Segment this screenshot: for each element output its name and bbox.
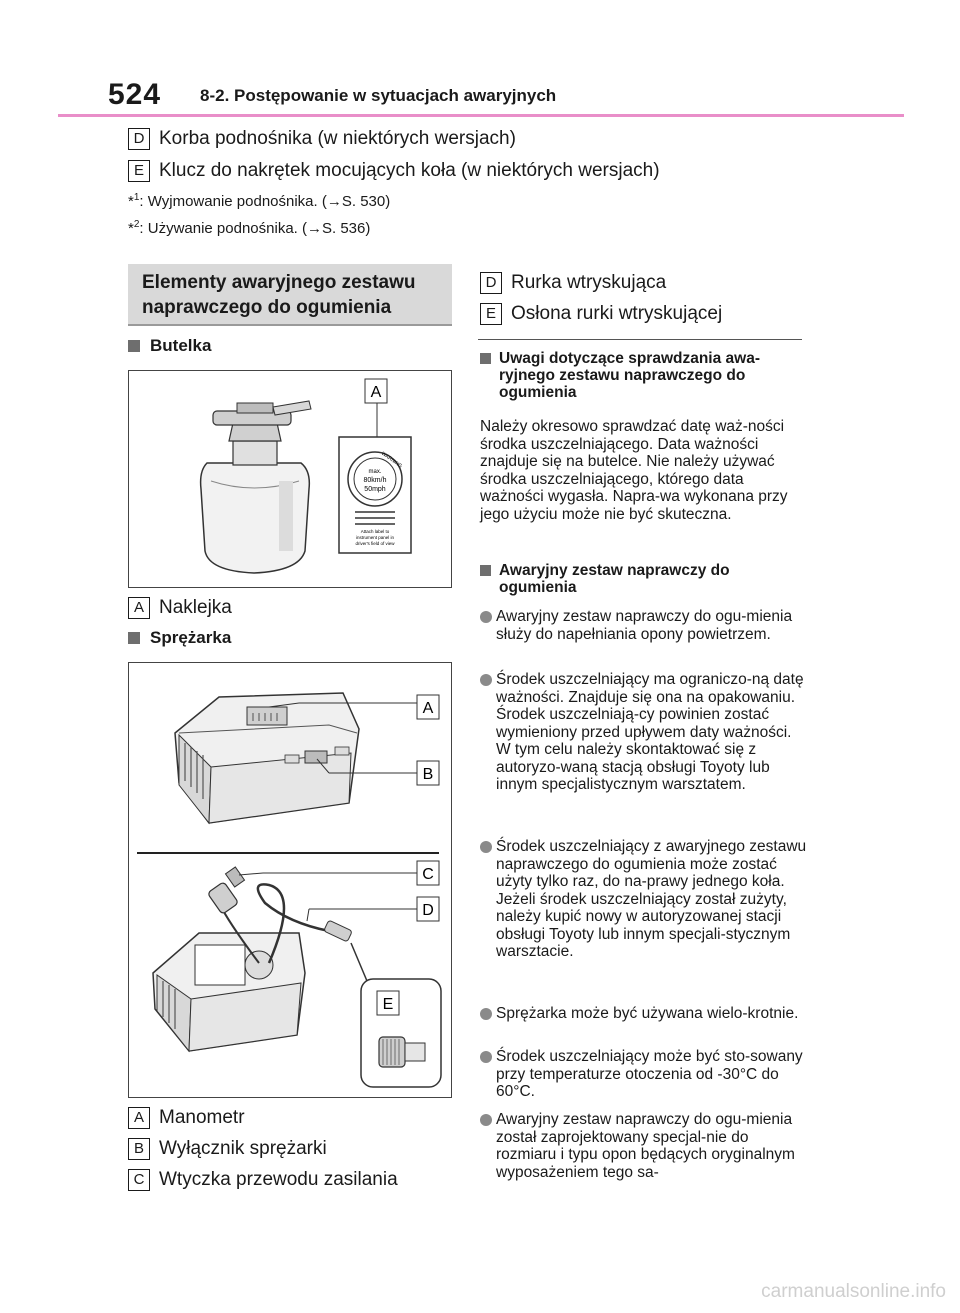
bullet-dot-icon (480, 611, 492, 623)
item-text: Wyłącznik sprężarki (159, 1138, 327, 1159)
letter-badge: E (128, 160, 150, 182)
svg-text:50mph: 50mph (364, 486, 386, 493)
watermark: carmanualsonline.info (761, 1281, 946, 1302)
svg-text:B: B (422, 766, 434, 783)
svg-text:D: D (422, 902, 434, 919)
svg-text:A: A (422, 700, 434, 717)
letter-badge: A (128, 597, 150, 619)
bullet-dot-icon (480, 841, 492, 853)
bullet-item: Awaryjny zestaw naprawczy do ogu-mienia został zaprojektowany specjal-nie do rozmiaru i typu opon będących oryginalnym wyposażeniem tego sa- (480, 1111, 810, 1181)
square-bullet-icon (128, 632, 140, 644)
list-item (480, 303, 722, 325)
bottle-illustration (129, 371, 451, 587)
compressor-illustration (129, 663, 451, 1097)
paragraph: Należy okresowo sprawdzać datę waż-ności środka uszczelniającego. Data ważności znajduje się na butelce. Nie należy używać środka uszczelniającego, którego data ważności wygasła. Napra-wa wykonana przy jego użyciu może nie być skuteczna. (480, 418, 788, 523)
square-bullet-icon (480, 353, 491, 364)
bullet-dot-icon (480, 674, 492, 686)
square-bullet-icon (128, 340, 140, 352)
svg-text:Attach label to: Attach label to (360, 529, 390, 534)
square-bullet-icon (480, 565, 491, 576)
item-text: Klucz do nakrętek mocujących koła (w niektórych wersjach) (159, 160, 660, 181)
section-header-line: naprawczego do ogumienia (142, 297, 392, 318)
footnote: *$^1$: Wyjmowanie podnośnika. (→S. 530) (128, 192, 391, 210)
bullet-item: Sprężarka może być używana wielo-krotnie. (480, 1005, 810, 1023)
list-item (128, 597, 232, 619)
compressor-figure (128, 662, 452, 1098)
bottle-figure (128, 370, 452, 588)
section-title: 8-2. Postępowanie w sytuacjach awaryjnych (200, 86, 557, 105)
bullet-dot-icon (480, 1008, 492, 1020)
letter-badge: E (480, 303, 502, 325)
bullet-item: Środek uszczelniający ma ograniczo-ną datę ważności. Znajduje się ona na opakowaniu. Środek uszczelniają-cy powinien zostać wymieniony przed upływem daty ważności. W tym celu należy skontaktować się z autoryzo-waną stacją obsługi Toyoty lub innym specjalistycznym warsztatem. (480, 671, 810, 794)
list-item (128, 128, 516, 150)
letter-badge: C (128, 1169, 150, 1191)
bullet-item: Środek uszczelniający może być sto-sowany przy temperaturze otoczenia od -30°C do 60°C. (480, 1048, 810, 1101)
letter-badge: A (128, 1107, 150, 1129)
bullet-item: Środek uszczelniający z awaryjnego zestawu naprawczego do ogumienia może zostać użyty tylko raz, do na-prawy jednego koła. Jeżeli środek uszczelniający został zużyty, należy kupić nowy w autoryzowanej stacji obsługi Toyoty lub innym specjali-stycznym warsztacie. (480, 838, 810, 961)
header-rule (58, 114, 904, 117)
item-text: Korba podnośnika (w niektórych wersjach) (159, 128, 516, 149)
list-item (128, 160, 660, 182)
item-text: Rurka wtryskująca (511, 272, 667, 293)
svg-text:WARNING: WARNING (380, 450, 404, 470)
subheading-check-notes: Uwagi dotyczące sprawdzania awa-ryjnego zestawu naprawczego do ogumienia (480, 350, 810, 401)
subheading-repair-kit: Awaryjny zestaw naprawczy do ogumienia (480, 562, 810, 596)
item-text: Naklejka (159, 597, 232, 618)
divider (478, 339, 802, 340)
svg-text:80km/h: 80km/h (363, 477, 387, 484)
svg-text:E: E (382, 996, 394, 1013)
bullet-item: Awaryjny zestaw naprawczy do ogu-mienia służy do napełniania opony powietrzem. (480, 608, 810, 643)
list-item (128, 1169, 398, 1191)
section-header-box (128, 264, 452, 326)
svg-text:max.: max. (368, 469, 382, 475)
subheading-bottle: Butelka (128, 336, 211, 356)
list-item (128, 1138, 327, 1160)
svg-text:instrument panel in: instrument panel in (355, 535, 395, 540)
item-text: Osłona rurki wtryskującej (511, 303, 723, 324)
item-text: Wtyczka przewodu zasilania (159, 1169, 398, 1190)
bullet-dot-icon (480, 1114, 492, 1126)
bullet-dot-icon (480, 1051, 492, 1063)
subheading-compressor: Sprężarka (128, 628, 231, 648)
list-item (480, 272, 666, 294)
list-item (128, 1107, 245, 1129)
page-number: 524 (108, 78, 162, 111)
callout-a: A (370, 384, 382, 401)
item-text: Manometr (159, 1107, 245, 1128)
letter-badge: B (128, 1138, 150, 1160)
section-header-line: Elementy awaryjnego zestawu (142, 272, 416, 293)
footnote: *$^2$: Używanie podnośnika. (→S. 536) (128, 219, 371, 237)
letter-badge: D (128, 128, 150, 150)
letter-badge: D (480, 272, 502, 294)
svg-text:driver's field of view: driver's field of view (355, 541, 395, 546)
svg-text:C: C (422, 866, 434, 883)
